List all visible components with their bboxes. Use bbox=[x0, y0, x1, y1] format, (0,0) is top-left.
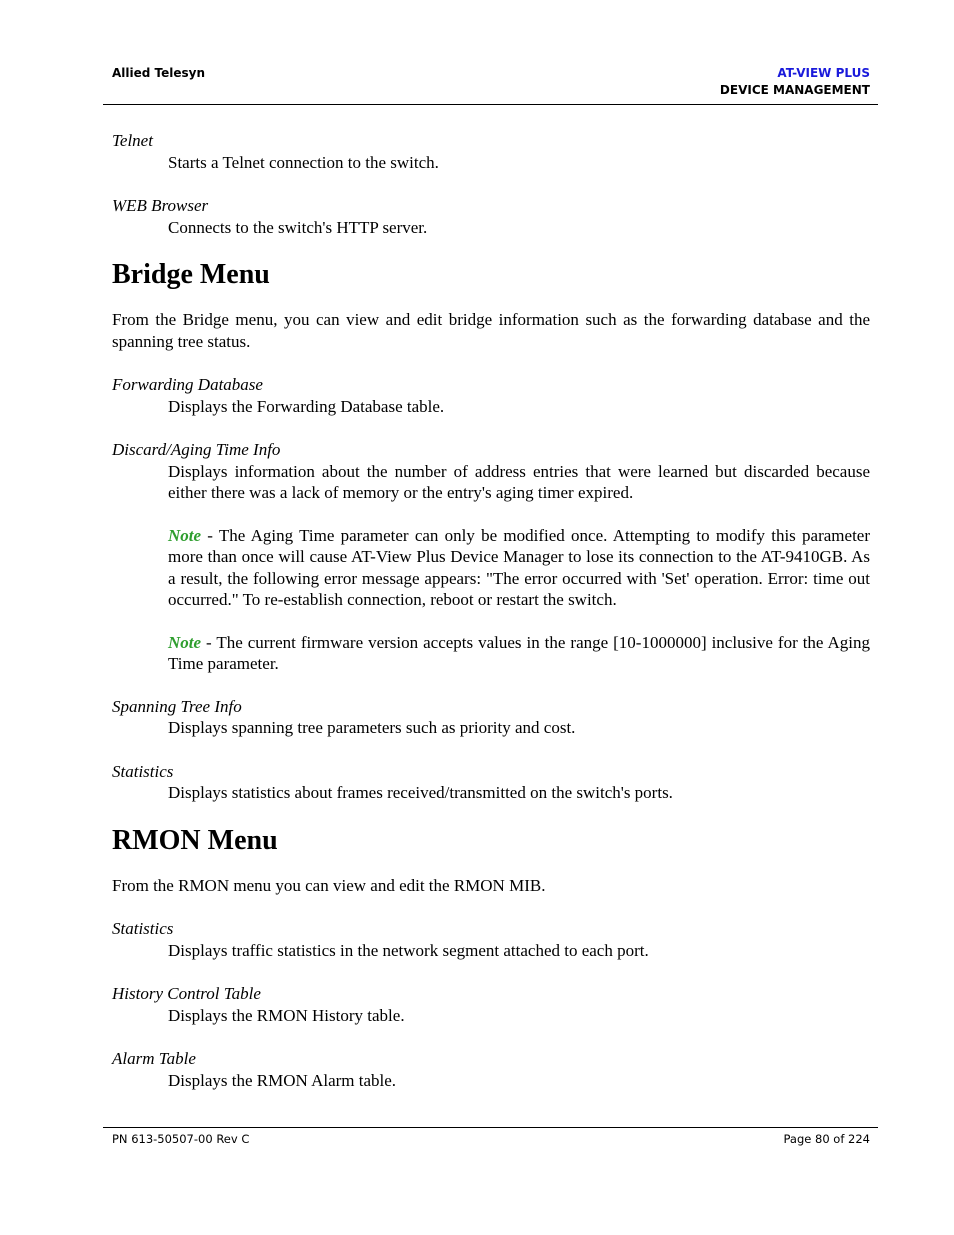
header-divider bbox=[103, 104, 878, 105]
term-spanning-tree: Spanning Tree Info bbox=[112, 696, 242, 716]
desc-discard-aging: Displays information about the number of address entries that were learned but discarded because either there was a lack of memory or the entry's aging timer expired. bbox=[168, 461, 870, 502]
desc-history-control: Displays the RMON History table. bbox=[168, 1005, 405, 1025]
desc-web-browser: Connects to the switch's HTTP server. bbox=[168, 217, 428, 237]
term-telnet: Telnet bbox=[112, 131, 153, 150]
desc-rmon-statistics: Displays traffic statistics in the network segment attached to each port. bbox=[168, 940, 649, 960]
rmon-intro: From the RMON menu you can view and edit the RMON MIB. bbox=[112, 875, 546, 895]
footer-divider bbox=[103, 1127, 878, 1128]
heading-bridge-menu: Bridge Menu bbox=[112, 259, 270, 290]
header-section: DEVICE MANAGEMENT bbox=[719, 83, 870, 97]
heading-rmon-menu: RMON Menu bbox=[112, 824, 278, 856]
note-aging-range bbox=[168, 632, 870, 675]
desc-bridge-statistics: Displays statistics about frames received/transmitted on the switch's ports. bbox=[168, 783, 673, 802]
note-label: Note bbox=[168, 525, 202, 545]
desc-alarm-table: Displays the RMON Alarm table. bbox=[168, 1070, 397, 1090]
page-content bbox=[112, 130, 870, 1091]
header-product: AT-VIEW PLUS bbox=[777, 66, 870, 80]
desc-spanning-tree: Displays spanning tree parameters such as priority and cost. bbox=[168, 718, 576, 737]
term-bridge-statistics: Statistics bbox=[112, 761, 174, 781]
note-text: - The Aging Time parameter can only be modified once. Attempting to modify this parameter more than once will cause AT-View Plus Device Manager to lose its connection to the AT-9410GB. As a result, the following error message appears: "The error occurred with 'Set' operation. Error: time out occurred." To re-establish connection, reboot or restart the switch. bbox=[168, 525, 870, 609]
term-forwarding-database: Forwarding Database bbox=[112, 375, 263, 394]
bridge-intro: From the Bridge menu, you can view and edit bridge information such as the forwarding database and the spanning tree status. bbox=[112, 310, 870, 351]
term-history-control: History Control Table bbox=[112, 984, 261, 1003]
note-text: - The current firmware version accepts values in the range [10-1000000] inclusive for the Aging Time parameter. bbox=[168, 632, 870, 673]
term-web-browser: WEB Browser bbox=[112, 196, 209, 215]
footer-page-number: Page 80 of 224 bbox=[783, 1132, 870, 1146]
header-company: Allied Telesyn bbox=[112, 66, 206, 80]
term-discard-aging: Discard/Aging Time Info bbox=[112, 440, 281, 459]
desc-telnet: Starts a Telnet connection to the switch. bbox=[168, 152, 439, 172]
term-rmon-statistics: Statistics bbox=[112, 919, 174, 938]
note-label: Note bbox=[168, 632, 202, 652]
desc-forwarding-database: Displays the Forwarding Database table. bbox=[168, 396, 445, 416]
note-aging-modify bbox=[168, 525, 870, 611]
footer-part-number: PN 613-50507-00 Rev C bbox=[112, 1132, 250, 1146]
term-alarm-table: Alarm Table bbox=[112, 1049, 196, 1068]
